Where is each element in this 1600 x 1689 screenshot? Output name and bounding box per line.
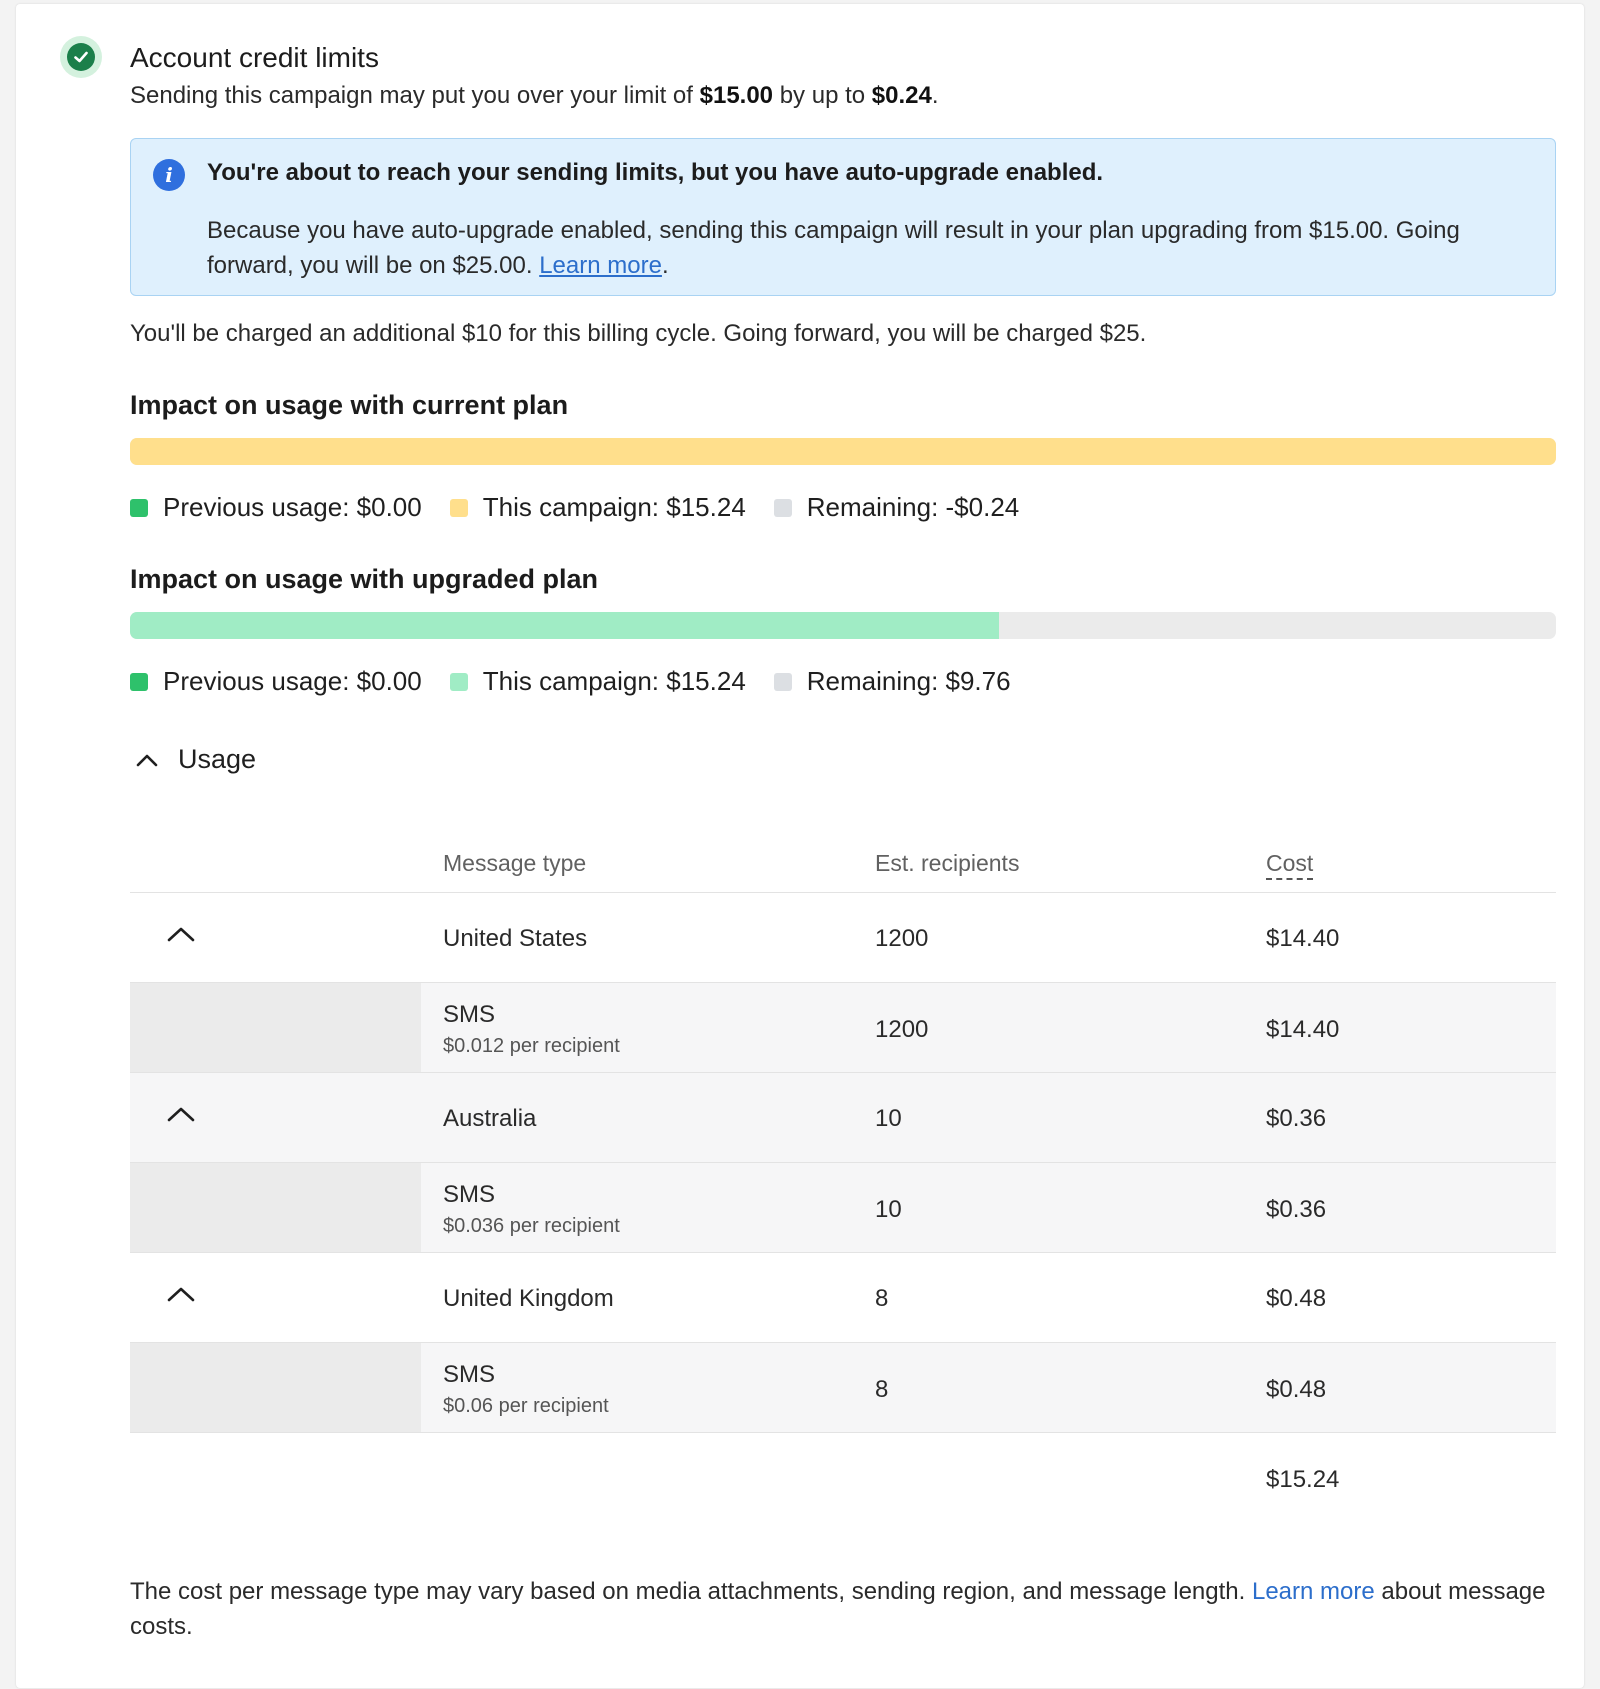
message-cost: $0.48 [1266, 1376, 1327, 1403]
table-row-country [130, 1073, 1556, 1163]
banner-learn-more-link[interactable]: Learn more [539, 252, 662, 279]
upgraded-plan-usage-bar [130, 612, 1556, 639]
success-check-icon [60, 36, 102, 78]
remaining-swatch [774, 673, 792, 691]
overage-amount: $0.24 [871, 82, 932, 109]
total-cost: $15.24 [1266, 1466, 1340, 1493]
campaign-swatch [450, 499, 468, 517]
upgraded-plan-heading: Impact on usage with upgraded plan [130, 564, 599, 594]
table-row-message-type [130, 1163, 1556, 1253]
remaining-swatch [774, 499, 792, 517]
table-row-message-type [130, 983, 1556, 1073]
country-cost: $14.40 [1266, 925, 1340, 952]
upgraded-plan-legend [130, 666, 1039, 697]
info-icon: i [153, 159, 185, 191]
chevron-up-icon[interactable] [166, 1105, 196, 1123]
usage-toggle-label: Usage [178, 744, 257, 774]
usage-table [130, 834, 1556, 1523]
message-cost: $0.36 [1266, 1196, 1327, 1223]
country-cost: $0.36 [1266, 1105, 1327, 1132]
message-type-cell: SMS $0.012 per recipient [443, 1001, 620, 1057]
table-header [130, 834, 1556, 893]
credit-limits-card [16, 4, 1584, 1688]
country-name: United States [443, 925, 588, 952]
country-name: United Kingdom [443, 1285, 614, 1312]
message-type-cell: SMS $0.06 per recipient [443, 1361, 609, 1417]
message-recipients: 10 [875, 1196, 902, 1223]
banner-body: Because you have auto-upgrade enabled, sending this campaign will result in your plan upgrading from $15.00. Going forward, you will be on $25.00. Learn more. [207, 217, 1460, 279]
charge-notice: You'll be charged an additional $10 for this billing cycle. Going forward, you will be charged $25. [130, 320, 1147, 347]
table-row-country [130, 1253, 1556, 1343]
header-cost[interactable]: Cost [1266, 850, 1313, 880]
legend-this-campaign: This campaign: $15.24 [450, 666, 746, 697]
current-plan-heading: Impact on usage with current plan [130, 390, 569, 420]
legend-remaining: Remaining: $9.76 [774, 666, 1011, 697]
legend-this-campaign: This campaign: $15.24 [450, 492, 746, 523]
row-indent [130, 983, 421, 1072]
usage-collapse-toggle[interactable] [130, 744, 256, 775]
country-cost: $0.48 [1266, 1285, 1327, 1312]
table-row-country [130, 893, 1556, 983]
auto-upgrade-banner [130, 138, 1556, 296]
table-row-message-type [130, 1343, 1556, 1433]
previous-usage-swatch [130, 499, 148, 517]
row-indent [130, 1163, 421, 1252]
banner-heading: You're about to reach your sending limits, but you have auto-upgrade enabled. [207, 159, 1104, 186]
limit-summary: Sending this campaign may put you over your limit of $15.00 by up to $0.24. [130, 82, 939, 109]
country-name: Australia [443, 1105, 537, 1132]
header-message-type: Message type [443, 850, 587, 876]
message-costs-learn-more-link[interactable]: Learn more [1251, 1578, 1375, 1605]
current-plan-usage-bar [130, 438, 1556, 465]
message-type-cell: SMS $0.036 per recipient [443, 1181, 620, 1237]
header-est-recipients: Est. recipients [875, 850, 1020, 876]
current-plan-legend [130, 492, 1047, 523]
current-plan-campaign-fill [130, 438, 1556, 465]
campaign-swatch [450, 673, 468, 691]
previous-usage-swatch [130, 673, 148, 691]
chevron-up-icon[interactable] [166, 925, 196, 943]
message-recipients: 8 [875, 1376, 889, 1403]
chevron-up-icon[interactable] [166, 1285, 196, 1303]
legend-remaining: Remaining: -$0.24 [774, 492, 1019, 523]
legend-previous-usage: Previous usage: $0.00 [130, 666, 422, 697]
row-indent [130, 1343, 421, 1432]
country-recipients: 1200 [875, 925, 929, 952]
upgraded-plan-campaign-fill [130, 612, 999, 639]
legend-previous-usage: Previous usage: $0.00 [130, 492, 422, 523]
country-recipients: 10 [875, 1105, 902, 1132]
message-cost: $14.40 [1266, 1016, 1340, 1043]
cost-disclaimer: The cost per message type may vary based on media attachments, sending region, and message length. Learn more about message costs. [130, 1578, 1546, 1640]
limit-amount: $15.00 [699, 82, 774, 109]
section-title: Account credit limits [130, 42, 379, 73]
table-total-row [130, 1433, 1556, 1523]
message-recipients: 1200 [875, 1016, 929, 1043]
chevron-up-icon [136, 753, 158, 767]
country-recipients: 8 [875, 1285, 889, 1312]
